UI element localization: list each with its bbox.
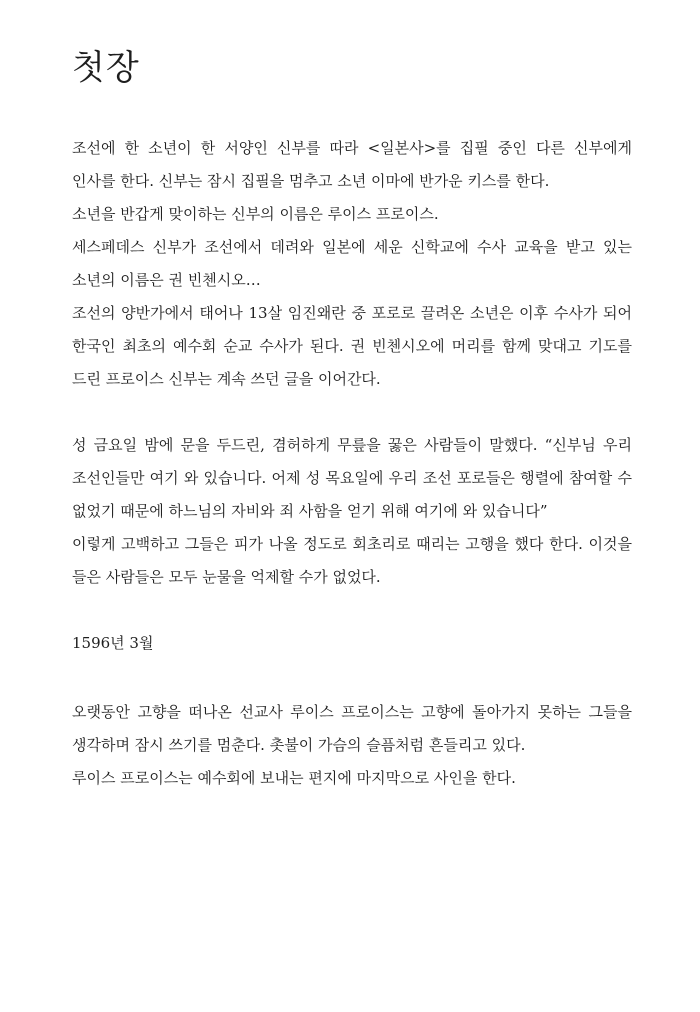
paragraph: 세스페데스 신부가 조선에서 데려와 일본에 세운 신학교에 수사 교육을 받고 있는 소년의 이름은 권 빈첸시오… bbox=[72, 238, 632, 289]
section-date bbox=[72, 627, 632, 660]
section-intro bbox=[72, 132, 632, 396]
paragraph: 조선의 양반가에서 태어나 13살 임진왜란 중 포로로 끌려온 소년은 이후 수사가 되어 한국인 최초의 예수회 순교 수사가 된다. 권 빈첸시오에 머리를 함께 맞대고 기도를 드린 프로이스 신부는 계속 쓰던 글을 이어간다. bbox=[72, 304, 632, 388]
section-quote bbox=[72, 429, 632, 594]
paragraph: 루이스 프로이스는 예수회에 보내는 편지에 마지막으로 사인을 한다. bbox=[72, 769, 516, 787]
section-closing bbox=[72, 696, 632, 795]
date-heading: 1596년 3월 bbox=[72, 634, 154, 652]
paragraph: 오랫동안 고향을 떠나온 선교사 루이스 프로이스는 고향에 돌아가지 못하는 그들을 생각하며 잠시 쓰기를 멈춘다. 촛불이 가슴의 슬픔처럼 흔들리고 있다. bbox=[72, 703, 632, 754]
paragraph: 성 금요일 밤에 문을 두드린, 겸허하게 무릎을 꿇은 사람들이 말했다. “신부님 우리 조선인들만 여기 와 있습니다. 어제 성 목요일에 우리 조선 포로들은 행렬에 참여할 수 없었기 때문에 하느님의 자비와 죄 사함을 얻기 위해 여기에 와 있습니다” bbox=[72, 436, 632, 520]
paragraph: 소년을 반갑게 맞이하는 신부의 이름은 루이스 프로이스. bbox=[72, 205, 439, 223]
paragraph: 조선에 한 소년이 한 서양인 신부를 따라 <일본사>를 집필 중인 다른 신부에게 인사를 한다. 신부는 잠시 집필을 멈추고 소년 이마에 반가운 키스를 한다. bbox=[72, 139, 632, 190]
paragraph: 이렇게 고백하고 그들은 피가 나올 정도로 회초리로 때리는 고행을 했다 한다. 이것을 들은 사람들은 모두 눈물을 억제할 수가 없었다. bbox=[72, 535, 632, 586]
page-content bbox=[72, 40, 632, 795]
chapter-title: 첫장 bbox=[72, 48, 140, 88]
